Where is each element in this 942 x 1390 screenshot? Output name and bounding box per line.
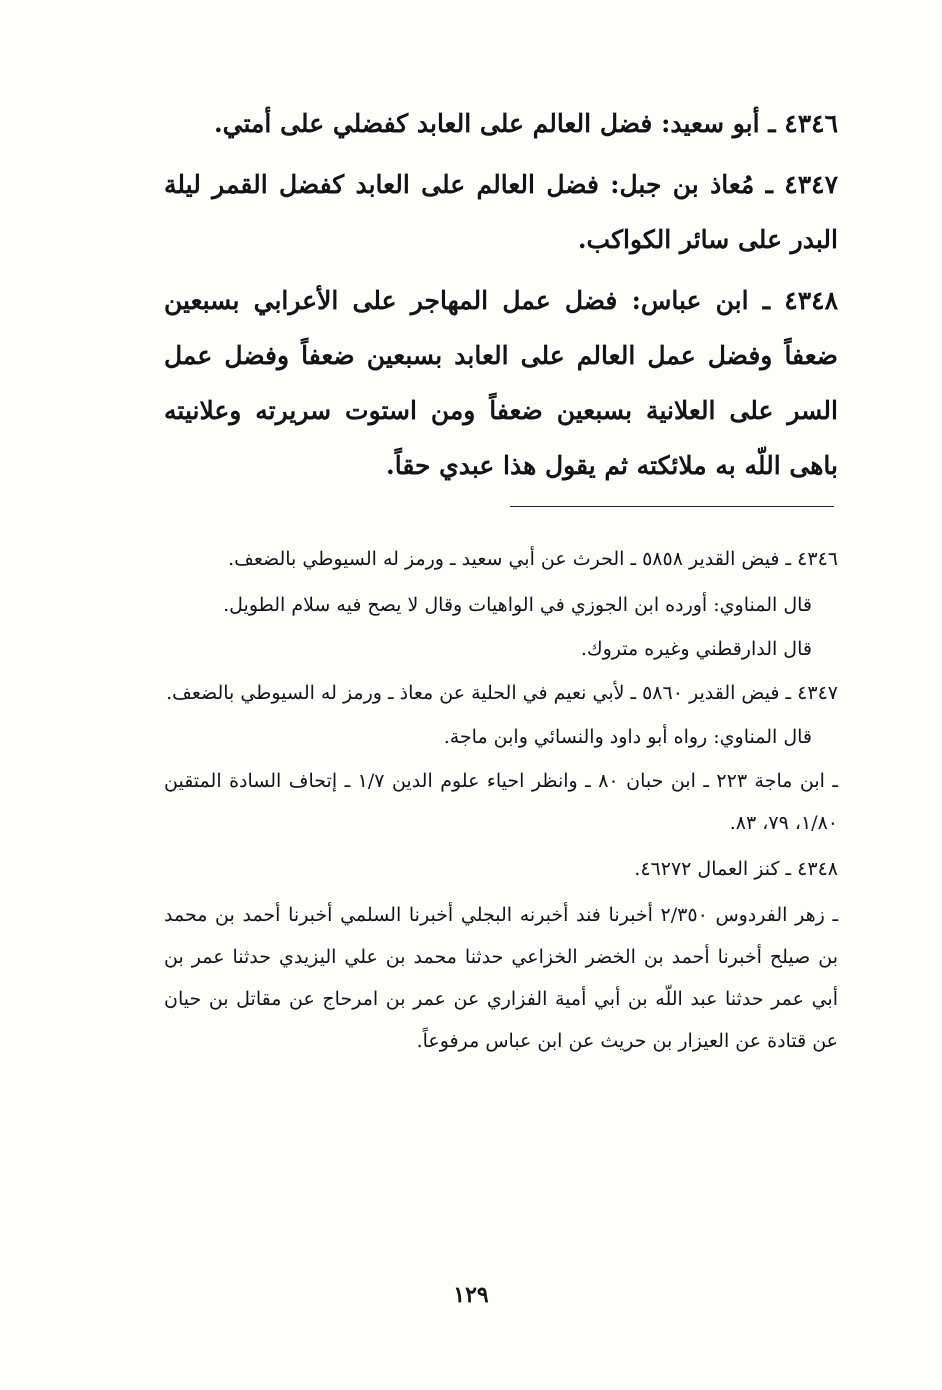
hadith-narrator: مُعاذ بن جبل: [610, 170, 755, 199]
footnote: ـ ابن ماجة ٢٢٣ ـ ابن حبان ٨٠ ـ وانظر احياء علوم الدين ١/٧ ـ إتحاف السادة المتقين ١/٨٠، ٧٩، ٨٣. [164, 770, 838, 834]
hadith-number: ٤٣٤٨ [784, 286, 838, 315]
footnote: قال الدارقطني وغيره متروك. [580, 638, 812, 660]
hadith-number: ٤٣٤٧ [784, 170, 838, 199]
hadith-narrator: أبو سعيد: [661, 109, 760, 138]
hadith-entry: ٤٣٤٦ ـ أبو سعيد: فضل العالم على العابد كفضلي على أمتي. [213, 109, 838, 138]
footnote: قال المناوي: رواه أبو داود والنسائي وابن ماجة. [443, 726, 812, 748]
footnote-separator [510, 506, 834, 507]
footnote: ٤٣٤٨ ـ كنز العمال ٤٦٢٧٢. [634, 858, 838, 880]
hadith-text: فضل العالم على العابد كفضل القمر ليلة البدر على سائر الكواكب. [164, 170, 838, 254]
footnote: قال المناوي: أورده ابن الجوزي في الواهيات وقال لا يصح فيه سلام الطويل. [223, 594, 812, 616]
footnote: ٤٣٤٧ ـ فيض القدير ٥٨٦٠ ـ لأبي نعيم في الحلية عن معاذ ـ ورمز له السيوطي بالضعف. [166, 682, 838, 704]
hadith-text: فضل العالم على العابد كفضلي على أمتي. [213, 109, 653, 138]
hadith-number: ٤٣٤٦ [784, 109, 838, 138]
hadith-section [164, 96, 838, 499]
footnote: ٤٣٤٦ ـ فيض القدير ٥٨٥٨ ـ الحرث عن أبي سعيد ـ ورمز له السيوطي بالضعف. [228, 548, 838, 570]
footnotes-section [164, 538, 838, 1066]
hadith-narrator: ابن عباس: [631, 286, 749, 315]
footnote: ـ زهر الفردوس ٢/٣٥٠ أخبرنا فند أخبرنه البجلي أخبرنا السلمي أخبرنا أحمد بن محمد بن صيلح أخبرنا أحمد بن الخضر الخزاعي حدثنا محمد بن علي اليزيدي حدثنا عمر بن أبي عمر حدثنا عبد اللّه بن أبي أمية الفزاري عن عمر بن امرحاج عن مقاتل بن حيان عن قتادة عن العيزار بن حريث عن ابن عباس مرفوعاً. [164, 904, 839, 1052]
hadith-text: فضل عمل المهاجر على الأعرابي بسبعين ضعفاً وفضل عمل العالم على العابد بسبعين ضعفاً وفضل عمل السر على العلانية بسبعين ضعفاً ومن استوت سريرته وعلانيته باهى اللّه به ملائكته ثم يقول هذا عبدي حقاً. [164, 286, 838, 480]
page-number: ١٢٩ [453, 1282, 489, 1308]
hadith-entry: ٤٣٤٧ ـ مُعاذ بن جبل: فضل العالم على العابد كفضل القمر ليلة البدر على سائر الكواكب. [164, 170, 838, 254]
hadith-entry: ٤٣٤٨ ـ ابن عباس: فضل عمل المهاجر على الأعرابي بسبعين ضعفاً وفضل عمل العالم على العابد بسبعين ضعفاً وفضل عمل السر على العلانية بسبعين ضعفاً ومن استوت سريرته وعلانيته باهى اللّه به ملائكته ثم يقول هذا عبدي حقاً. [164, 286, 838, 480]
